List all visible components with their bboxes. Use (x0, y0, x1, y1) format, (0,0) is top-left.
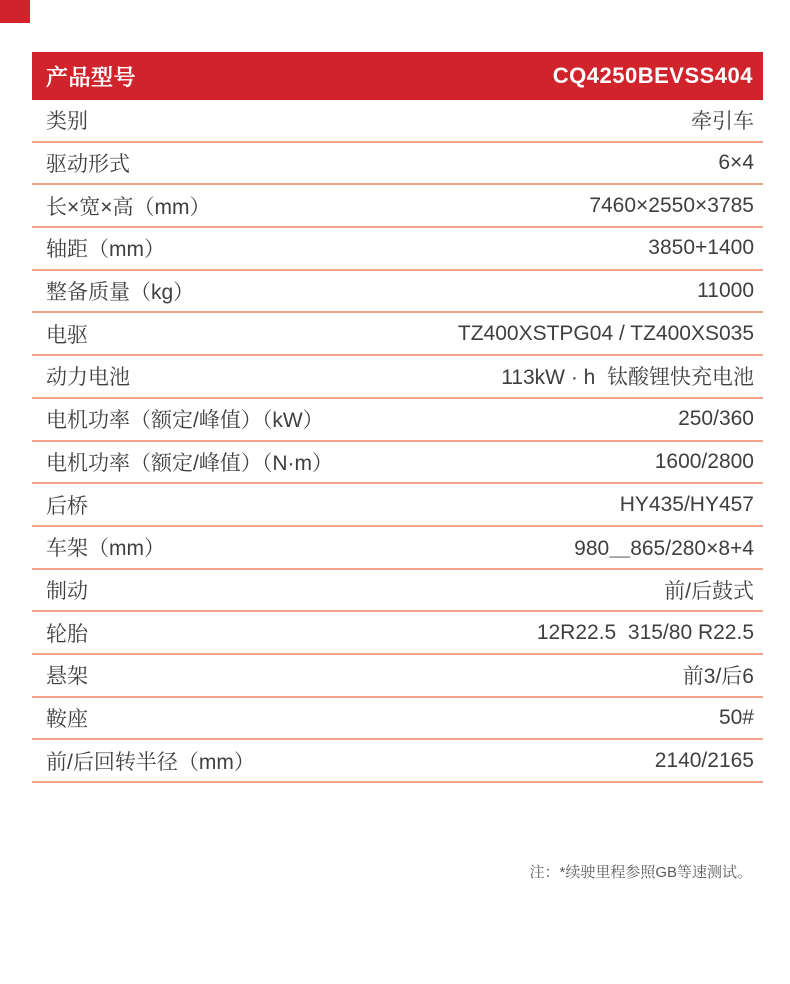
row-label: 电机功率（额定/峰值）（kW） (46, 409, 324, 433)
table-row (32, 185, 763, 228)
row-label: 后桥 (46, 494, 88, 518)
spec-table-rows (32, 100, 763, 783)
table-row (32, 143, 763, 186)
table-row (32, 228, 763, 271)
row-label: 鞍座 (46, 707, 88, 731)
row-value: TZ400XSTPG04 / TZ400XS035 (457, 321, 754, 345)
table-row (32, 313, 763, 356)
table-row (32, 570, 763, 613)
row-label: 长×宽×高（mm） (46, 195, 211, 219)
row-label: 电机功率（额定/峰值）（N·m） (46, 451, 333, 475)
row-label: 驱动形式 (46, 153, 130, 177)
table-row (32, 527, 763, 570)
row-value: HY435/HY457 (619, 492, 754, 516)
row-value: 12R22.5 315/80 R22.5 (536, 620, 754, 644)
row-label: 整备质量（kg） (46, 281, 195, 305)
table-row (32, 399, 763, 442)
row-value: 7460×2550×3785 (589, 193, 754, 217)
row-value: 6×4 (718, 151, 754, 175)
row-value: 3850+1400 (648, 236, 754, 260)
spec-header-bar (32, 52, 763, 100)
row-label: 车架（mm） (46, 537, 165, 561)
product-model-value: CQ4250BEVSS404 (552, 63, 753, 88)
table-row (32, 100, 763, 143)
row-value: 前/后鼓式 (664, 579, 754, 603)
row-label: 动力电池 (46, 366, 130, 390)
row-value: 250/360 (678, 407, 754, 431)
table-row (32, 442, 763, 485)
table-row (32, 740, 763, 783)
row-value: 牵引车 (691, 110, 754, 134)
row-label: 悬架 (46, 665, 88, 689)
row-label: 类别 (46, 110, 88, 134)
red-corner-mark (0, 0, 30, 23)
table-row (32, 484, 763, 527)
table-row (32, 655, 763, 698)
row-value: 2140/2165 (654, 748, 754, 772)
row-value: 113kW · h 钛酸锂快充电池 (501, 366, 754, 390)
table-row (32, 271, 763, 314)
product-model-label: 产品型号 (46, 64, 137, 90)
row-label: 制动 (46, 579, 88, 603)
row-value: 11000 (697, 279, 754, 303)
row-value: 50# (718, 705, 754, 729)
table-row (32, 356, 763, 399)
spec-sheet (32, 52, 763, 783)
table-row (32, 612, 763, 655)
footnote: 注：*续驶里程参照GB等速测试。 (529, 864, 752, 881)
row-value: 1600/2800 (654, 449, 754, 473)
table-row (32, 698, 763, 741)
row-value: 前3/后6 (682, 665, 754, 689)
row-value: 980＿865/280×8+4 (574, 537, 754, 561)
row-label: 轴距（mm） (46, 238, 165, 262)
row-label: 电驱 (46, 323, 88, 347)
row-label: 前/后回转半径（mm） (46, 750, 255, 774)
row-label: 轮胎 (46, 622, 88, 646)
